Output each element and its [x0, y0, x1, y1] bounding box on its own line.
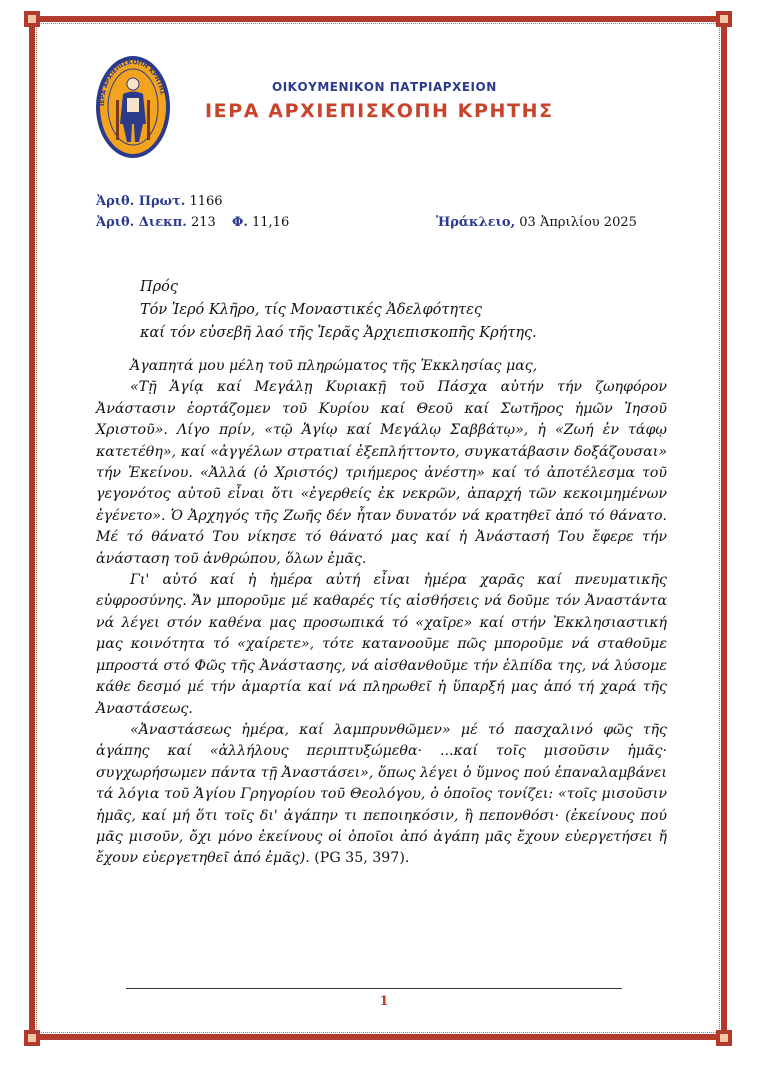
protocol-label: Ἀριθ. Πρωτ.	[96, 194, 186, 209]
frame-corner	[24, 11, 40, 27]
paragraph-3-text: «Ἀναστάσεως ἡμέρα, καί λαμπρυνθῶμεν» μέ τό πασχαλινό φῶς τῆς ἀγάπης καί «ἀλλήλους περιπτυξώμεθα· ...καί τοῖς μισοῦσιν ἡμᾶς· συγχωρήσωμεν πάντα τῇ Ἀναστάσει», ὅπως λέγει ὁ ὕμνος πού ἐπαναλαμβάνει τά λόγια τοῦ Ἁγίου Γρηγορίου τοῦ Θεολόγου, ὁ ὁποῖος τονίζει: «τοῖς μισοῦσιν ἡμᾶς, καί μή ὅτι τοῖς δι' ἀγάπην τι πεποιηκόσιν, ἢ πεπονθόσι· (ἐκείνους πού μᾶς μισοῦν, ὄχι μόνο ἐκείνους οἱ ὁποῖοι ἀπό ἀγάπη μᾶς ἔχουν εὐεργετήσει ἤ ἔχουν εὐεργετηθεῖ ἀπό ἐμᾶς).	[96, 721, 667, 867]
paragraph-1: «Τῇ Ἁγίᾳ καί Μεγάλῃ Κυριακῇ τοῦ Πάσχα αὐτήν τήν ζωηφόρον Ἀνάστασιν ἑορτάζομεν τοῦ Κυρίου καί Θεοῦ καί Σωτῆρος ἡμῶν Ἰησοῦ Χριστοῦ». Λίγο πρίν, «τῷ Ἁγίῳ καί Μεγάλῳ Σαββάτῳ», ἡ «Ζωή ἐν τάφῳ κατετέθη», καί «ἀγγέλων στρατιαί ἐξεπλήττοντο, συγκατάβασιν δοξάζουσαι» τήν Ἐκείνου. «Ἀλλά (ὁ Χριστός) τριήμερος ἀνέστη» καί τό ἀποτέλεσμα τοῦ γεγονότος αὐτοῦ εἶναι ὅτι «ἐγερθείς ἐκ νεκρῶν, ἀπαρχή τῶν κεκοιμημένων ἐγένετο». Ὁ Ἀρχηγός τῆς Ζωῆς δέν ἦταν δυνατόν νά κρατηθεῖ ἀπό τό θάνατο. Μέ τό θάνατό Του νίκησε τό θάνατό μας καί ἡ Ἀνάστασή Του ἔφερε τήν ἀνάσταση τοῦ ἀνθρώπου, ὅλων ἐμᾶς.	[96, 379, 667, 567]
date-value: 03 Ἀπριλίου 2025	[519, 215, 637, 230]
salutation: Ἀγαπητά μου μέλη τοῦ πληρώματος τῆς Ἐκκλησίας μας,	[130, 358, 538, 374]
paragraph-3	[96, 720, 667, 870]
patriarchate-heading: ΟΙΚΟΥΜΕΝΙΚΟΝ ΠΑΤΡΙΑΡΧΕΙΟΝ	[272, 80, 497, 94]
archdiocese-heading: ΙΕΡΑ ΑΡΧΙΕΠΙΣΚΟΠΗ ΚΡΗΤΗΣ	[205, 100, 554, 122]
dispatch-value: 213	[190, 215, 216, 230]
footer-divider	[126, 988, 622, 989]
recipients-block	[140, 276, 537, 345]
letter-body	[96, 356, 667, 870]
place-date	[436, 215, 637, 230]
dispatch-number	[96, 215, 216, 230]
recipients-line-2: καί τόν εὐσεβῆ λαό τῆς Ἱερᾶς Ἀρχιεπισκοπῆς Κρήτης.	[140, 325, 537, 341]
frame-corner	[24, 1030, 40, 1046]
file-number	[232, 215, 289, 230]
protocol-number	[96, 194, 223, 209]
protocol-value: 1166	[189, 194, 223, 209]
dispatch-label: Ἀριθ. Διεκπ.	[96, 215, 187, 230]
citation: (PG 35, 397).	[314, 850, 410, 867]
archdiocese-seal-logo	[94, 54, 172, 160]
recipients-line-1: Τόν Ἱερό Κλῆρο, τίς Μοναστικές Ἀδελφότητες	[140, 302, 483, 318]
frame-corner	[716, 11, 732, 27]
paragraph-2: Γι' αὐτό καί ἡ ἡμέρα αὐτή εἶναι ἡμέρα χαρᾶς καί πνευματικῆς εὐφροσύνης. Ἄν μποροῦμε μέ καθαρές τίς αἰσθήσεις νά δοῦμε τόν Ἀναστάντα νά λέγει στόν καθένα μας προσωπικά τό «χαῖρε» καί στήν Ἐκκλησιαστική μας κοινότητα τό «χαίρετε», τότε κατανοοῦμε πῶς μποροῦμε νά σταθοῦμε μπροστά στό Φῶς τῆς Ἀνάστασης, νά αἰσθανθοῦμε τήν ἐλπίδα της, νά λύσομε κάθε δεσμό μέ τήν ἁμαρτία καί νά πληρωθεῖ ἡ ὕπαρξή μας ἀπό τή χαρά τῆς Ἀναστάσεως.	[96, 572, 667, 717]
file-label: Φ.	[232, 215, 248, 230]
seal-text: ΙΕΡΑ ΑΡΧΙΕΠΙΣΚΟΠΗ ΚΡΗΤΗΣ	[98, 58, 166, 107]
page-number: 1	[379, 994, 389, 1009]
file-value: 11,16	[252, 215, 290, 230]
frame-corner	[716, 1030, 732, 1046]
place-label: Ἡράκλειο,	[436, 215, 516, 230]
recipients-to: Πρός	[140, 279, 179, 295]
